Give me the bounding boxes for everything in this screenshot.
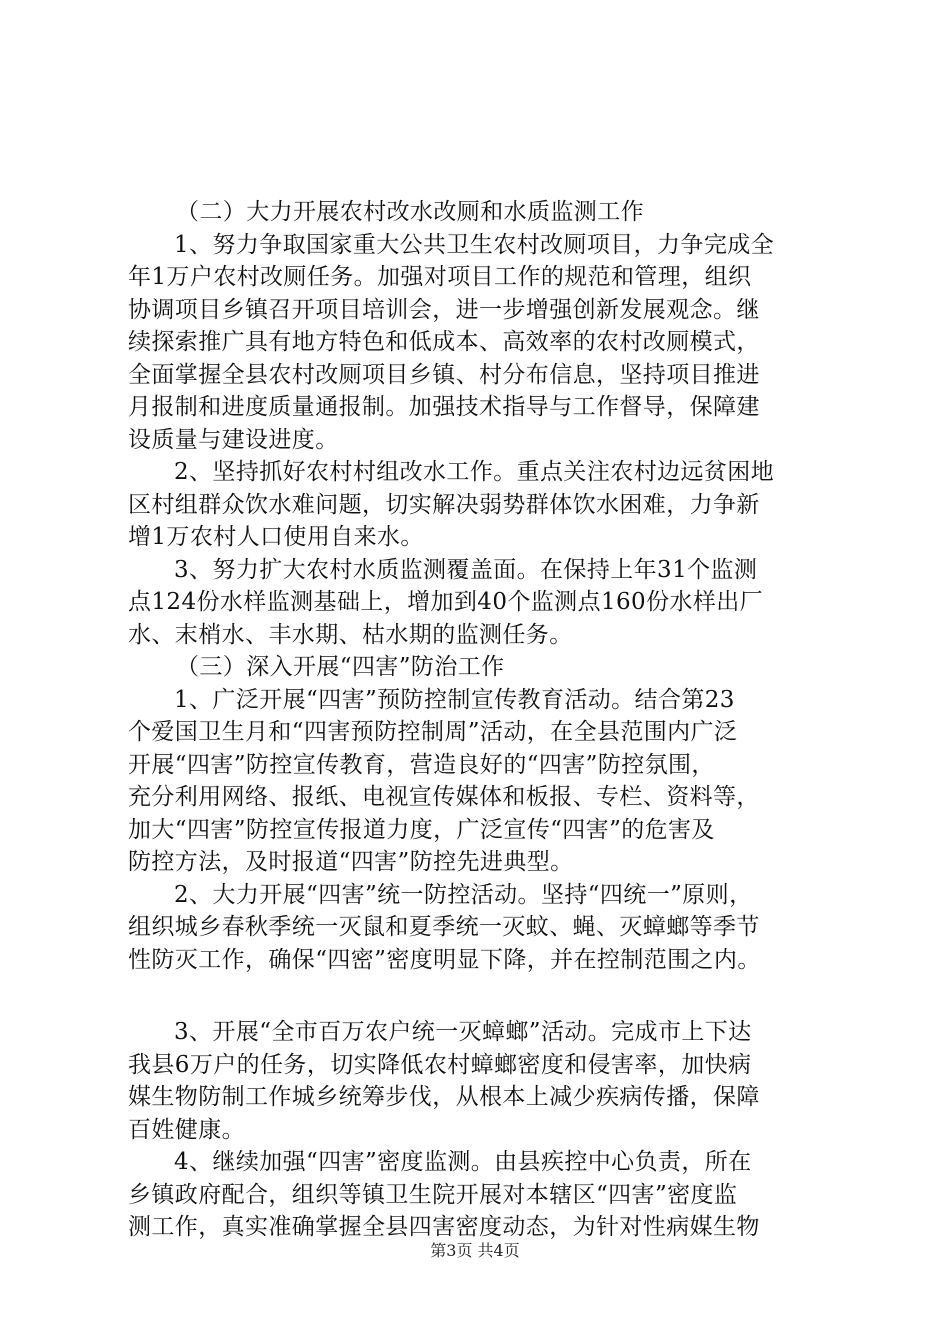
text-line: 3、努力扩大农村水质监测覆盖面。在保持上年31个监测 xyxy=(174,556,758,583)
text-line: 设质量与建设进度。 xyxy=(128,426,339,453)
text-line: 组织城乡春秋季统一灭鼠和夏季统一灭蚊、蝇、灭蟑螂等季节 xyxy=(128,914,760,940)
paragraph-gap xyxy=(128,976,850,1016)
text-line: 1、努力争取国家重大公共卫生农村改厕项目，力争完成全 xyxy=(174,231,775,258)
document-body xyxy=(128,196,850,1244)
text-line: 媒生物防制工作城乡统筹步伐，从根本上减少疾病传播，保障 xyxy=(128,1084,760,1110)
text-line: 协调项目乡镇召开项目培训会，进一步增强创新发展观念。继 xyxy=(128,296,760,323)
text-line: 水、末梢水、丰水期、枯水期的监测任务。 xyxy=(128,621,573,648)
text-line: 1、广泛开展“四害”预防控制宣传教育活动。结合第23 xyxy=(174,686,735,713)
text-line: 百姓健康。 xyxy=(128,1116,245,1143)
text-line: 点124份水样监测基础上，增加到40个监测点160份水样出厂 xyxy=(128,589,764,615)
text-line: 年1万户农村改厕任务。加强对项目工作的规范和管理，组织 xyxy=(128,264,752,290)
text-line: 乡镇政府配合，组织等镇卫生院开展对本辖区“四害”密度监 xyxy=(128,1181,738,1208)
text-line: 充分利用网络、报纸、电视宣传媒体和板报、专栏、资料等， xyxy=(128,784,760,810)
text-line: （三）深入开展“四害”防治工作 xyxy=(176,654,505,680)
text-line: 区村组群众饮水难问题，切实解决弱势群体饮水困难，力争新 xyxy=(128,491,760,518)
text-line: 3、开展“全市百万农户统一灭蟑螂”活动。完成市上下达 xyxy=(174,1019,752,1045)
page-footer: 第3页 共4页 xyxy=(430,1241,520,1260)
text-line: 4、继续加强“四害”密度监测。由县疾控中心负责，所在 xyxy=(174,1149,752,1175)
text-line: 测工作，真实准确掌握全县四害密度动态，为针对性病媒生物 xyxy=(128,1214,760,1240)
text-line: 2、坚持抓好农村村组改水工作。重点关注农村边远贫困地 xyxy=(174,459,775,485)
text-line: 增1万农村人口使用自来水。 xyxy=(128,524,424,550)
text-line: 加大“四害”防控宣传报道力度，广泛宣传“四害”的危害及 xyxy=(128,816,715,843)
text-line: （二）大力开展农村改水改厕和水质监测工作 xyxy=(176,199,644,225)
text-line: 性防灭工作，确保“四密”密度明显下降，并在控制范围之内。 xyxy=(128,946,761,973)
text-line: 全面掌握全县农村改厕项目乡镇、村分布信息，坚持项目推进 xyxy=(128,361,760,388)
text-line: 开展“四害”防控宣传教育，营造良好的“四害”防控氛围， xyxy=(128,751,715,778)
text-line: 防控方法，及时报道“四害”防控先进典型。 xyxy=(128,849,574,875)
text-line: 2、大力开展“四害”统一防控活动。坚持“四统一”原则， xyxy=(174,881,753,908)
text-line: 月报制和进度质量通报制。加强技术指导与工作督导，保障建 xyxy=(128,394,760,420)
text-line: 我县6万户的任务，切实降低农村蟑螂密度和侵害率，加快病 xyxy=(128,1051,752,1078)
text-line: 个爱国卫生月和“四害预防控制周”活动，在全县范围内广泛 xyxy=(128,719,738,745)
text-line: 续探索推广具有地方特色和低成本、高效率的农村改厕模式， xyxy=(128,329,760,355)
